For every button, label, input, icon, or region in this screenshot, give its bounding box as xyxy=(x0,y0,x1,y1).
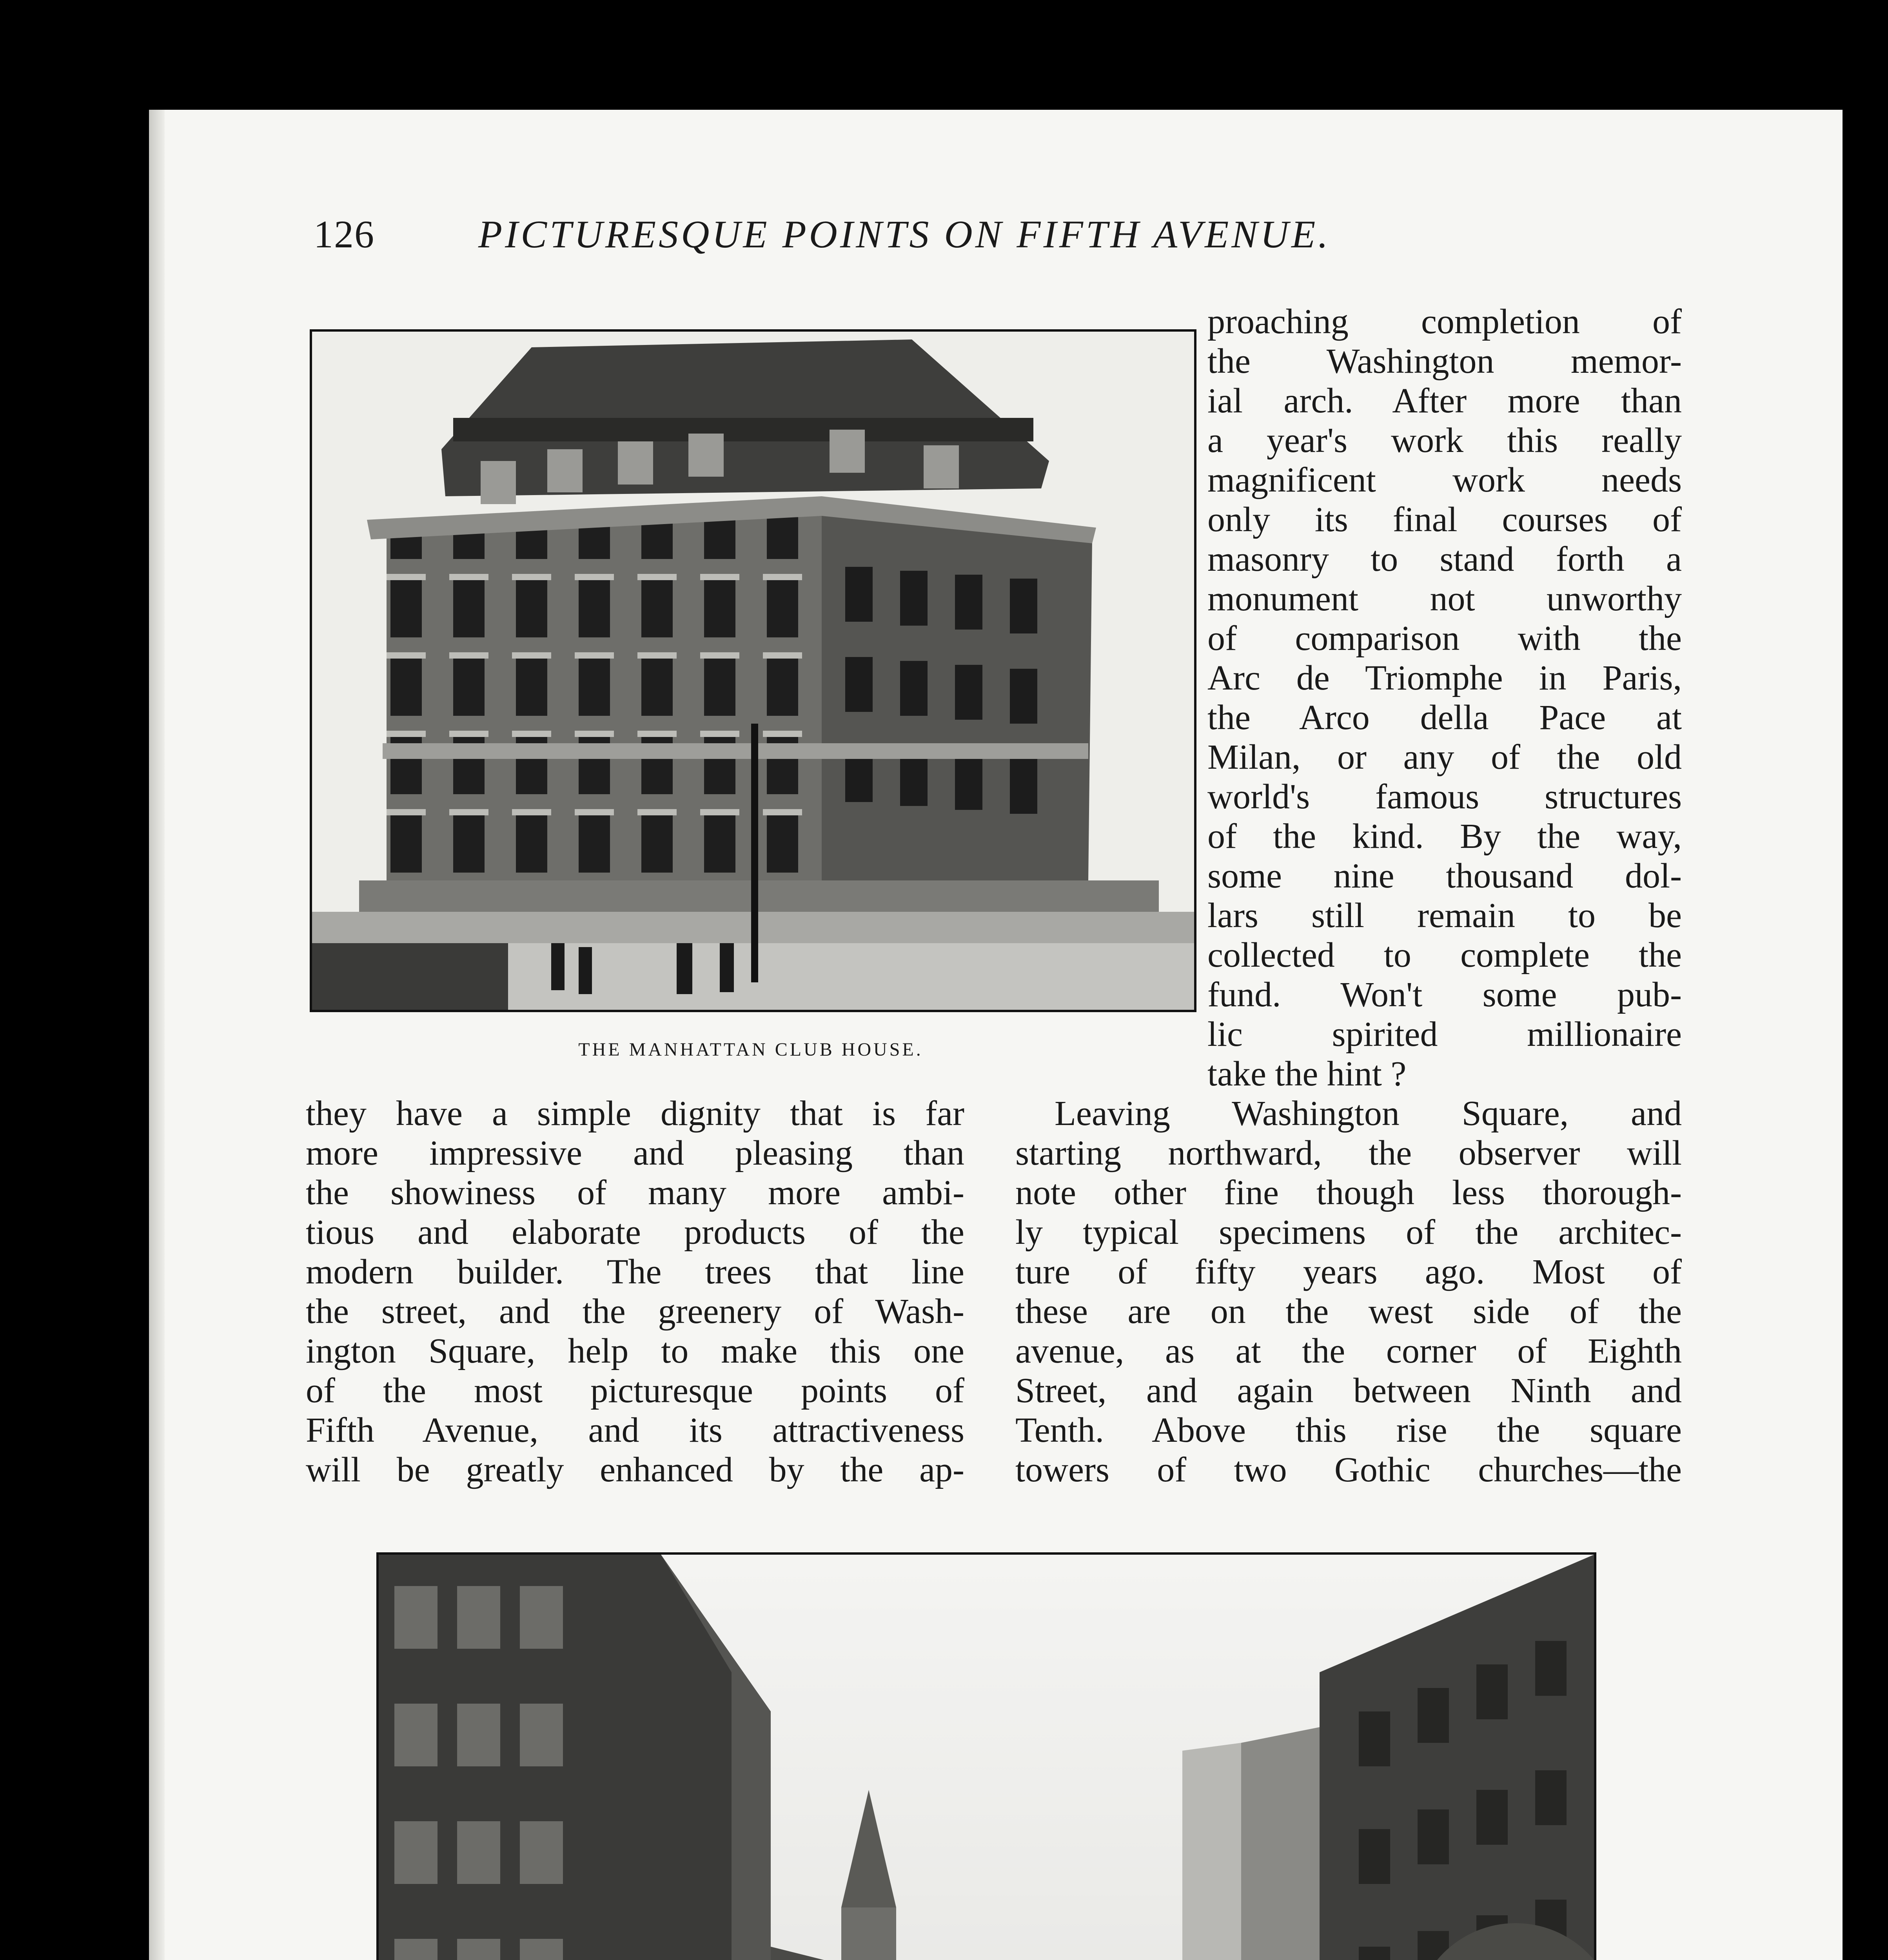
text-line: more impressive and pleasing than xyxy=(306,1134,964,1172)
running-head xyxy=(314,212,1490,259)
text-line: of comparison with the xyxy=(1207,619,1682,658)
fifth-avenue-photo xyxy=(376,1552,1596,1960)
text-line: monument not unworthy xyxy=(1207,579,1682,618)
text-line: the showiness of many more ambi- xyxy=(306,1173,964,1212)
text-line: of the most picturesque points of xyxy=(306,1371,964,1410)
running-title: PICTURESQUE POINTS ON FIFTH AVENUE. xyxy=(478,212,1331,256)
page-number: 126 xyxy=(314,212,375,256)
manhattan-club-caption: THE MANHATTAN CLUB HOUSE. xyxy=(578,1039,923,1060)
text-line: the Arco della Pace at xyxy=(1207,698,1682,737)
text-line: Street, and again between Ninth and xyxy=(1015,1371,1682,1410)
text-line: lars still remain to be xyxy=(1207,896,1682,935)
text-line: avenue, as at the corner of Eighth xyxy=(1015,1332,1682,1370)
text-line: Leaving Washington Square, and xyxy=(1055,1094,1682,1133)
text-line: towers of two Gothic churches—the xyxy=(1015,1450,1682,1489)
text-line: a year's work this really xyxy=(1207,421,1682,460)
text-line: the Washington memor- xyxy=(1207,342,1682,381)
text-line: magnificent work needs xyxy=(1207,461,1682,499)
text-line: will be greatly enhanced by the ap- xyxy=(306,1450,964,1489)
text-line: Milan, or any of the old xyxy=(1207,738,1682,777)
text-line: the street, and the greenery of Wash- xyxy=(306,1292,964,1331)
text-line: collected to complete the xyxy=(1207,936,1682,975)
text-line: of the kind. By the way, xyxy=(1207,817,1682,856)
text-line: tious and elaborate products of the xyxy=(306,1213,964,1252)
text-column-right-top xyxy=(1207,302,1682,1094)
manhattan-club-photo xyxy=(310,329,1196,1012)
text-line: they have a simple dignity that is far xyxy=(306,1094,964,1133)
text-line: some nine thousand dol- xyxy=(1207,857,1682,895)
text-column-right xyxy=(1015,1094,1682,1490)
text-line: ington Square, help to make this one xyxy=(306,1332,964,1370)
text-column-left xyxy=(306,1094,964,1490)
page-binding-edge xyxy=(149,110,165,1960)
text-line: proaching completion of xyxy=(1207,302,1682,341)
text-line: these are on the west side of the xyxy=(1015,1292,1682,1331)
text-line: ial arch. After more than xyxy=(1207,381,1682,420)
text-line: Fifth Avenue, and its attractiveness xyxy=(306,1411,964,1450)
text-line: Tenth. Above this rise the square xyxy=(1015,1411,1682,1450)
text-line: note other fine though less thorough- xyxy=(1015,1173,1682,1212)
text-line: masonry to stand forth a xyxy=(1207,540,1682,579)
text-line: take the hint ? xyxy=(1207,1054,1407,1093)
text-line: ly typical specimens of the architec- xyxy=(1015,1213,1682,1252)
text-line: modern builder. The trees that line xyxy=(306,1252,964,1291)
text-line: Arc de Triomphe in Paris, xyxy=(1207,659,1682,697)
text-line: fund. Won't some pub- xyxy=(1207,975,1682,1014)
text-line: world's famous structures xyxy=(1207,777,1682,816)
text-line: starting northward, the observer will xyxy=(1015,1134,1682,1172)
text-line: lic spirited millionaire xyxy=(1207,1015,1682,1054)
text-line: only its final courses of xyxy=(1207,500,1682,539)
text-line: ture of fifty years ago. Most of xyxy=(1015,1252,1682,1291)
